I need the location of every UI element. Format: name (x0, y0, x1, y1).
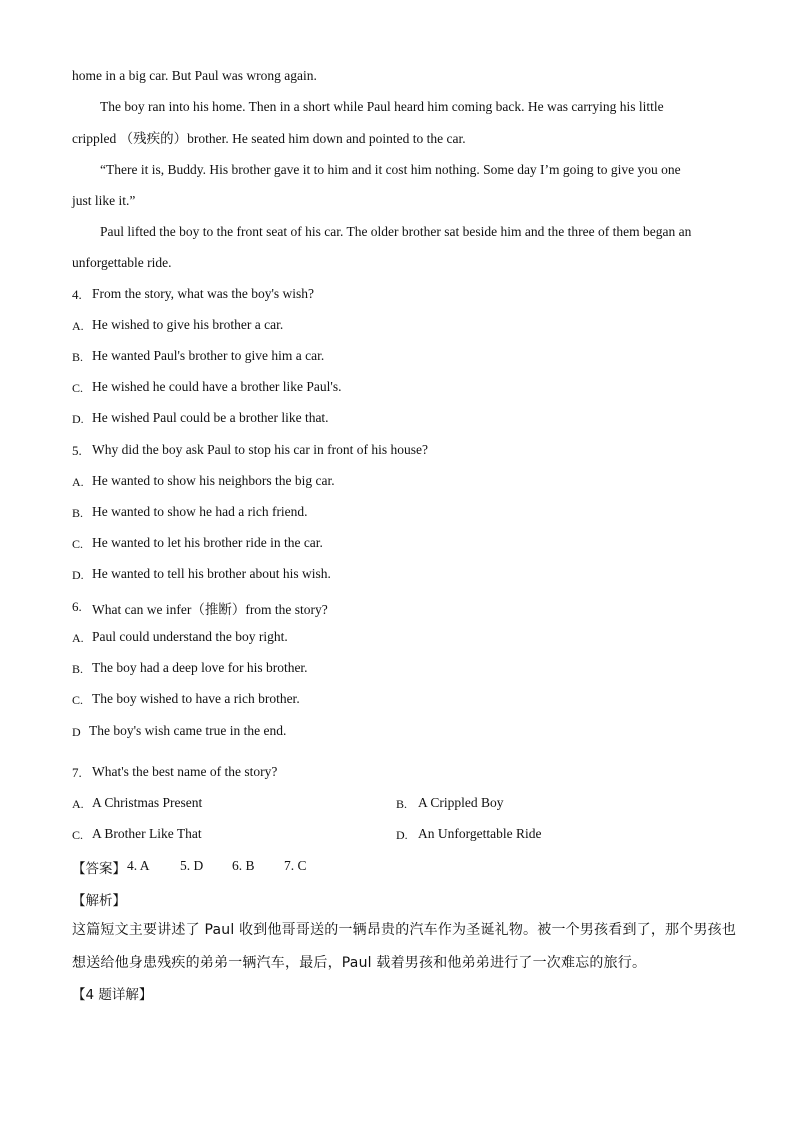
q7-option-d-text: An Unforgettable Ride (418, 826, 542, 841)
q4-option-c-letter: C. (72, 381, 84, 395)
q6-option-d-letter: D (72, 725, 81, 739)
q7-option-a-letter: A. (72, 797, 84, 811)
q7-option-c-letter: C. (72, 828, 84, 842)
q4-option-a-text: He wished to give his brother a car. (92, 317, 284, 332)
q5-option-c-letter: C. (72, 537, 84, 551)
q6-option-a-text: Paul could understand the boy right. (92, 629, 288, 644)
q4-option-b-letter: B. (72, 350, 84, 364)
q4-option-a-letter: A. (72, 319, 84, 333)
q4-option-c-text: He wished he could have a brother like Paul's. (92, 379, 342, 394)
q7-option-a-text: A Christmas Present (92, 795, 203, 810)
q4-option-d-text: He wished Paul could be a brother like that. (92, 410, 329, 425)
question-7-number: 7. (72, 765, 82, 780)
q6-option-b-letter: B. (72, 662, 84, 676)
q5-option-d-text: He wanted to tell his brother about his wish. (92, 566, 331, 581)
answer-item-4: 4. A (127, 858, 150, 873)
analysis-line-1: 这篇短文主要讲述了 Paul 收到他哥哥送的一辆昂贵的汽车作为圣诞礼物。被一个男孩看到了，那个男孩也 (72, 922, 737, 938)
question-4-text: From the story, what was the boy's wish? (92, 286, 315, 301)
q7-option-b-text: A Crippled Boy (418, 795, 504, 810)
answer-item-6: 6. B (232, 858, 255, 873)
question-4-number: 4. (72, 287, 82, 302)
question-5-text: Why did the boy ask Paul to stop his car in front of his house? (92, 442, 428, 457)
passage-line-2: The boy ran into his home. Then in a short while Paul heard him coming back. He was carrying his little (100, 99, 664, 114)
analysis-line-2: 想送给他身患残疾的弟弟一辆汽车，最后，Paul 载着男孩和他弟弟进行了一次难忘的旅行。 (72, 955, 647, 971)
passage-line-5: just like it.” (72, 193, 136, 208)
q4-option-b-text: He wanted Paul's brother to give him a car. (92, 348, 325, 363)
q6-option-d-text: The boy's wish came true in the end. (89, 723, 287, 738)
q5-option-b-text: He wanted to show he had a rich friend. (92, 504, 308, 519)
q7-option-b-letter: B. (396, 797, 408, 811)
q7-option-c-text: A Brother Like That (92, 826, 202, 841)
answer-label: 【答案】 (72, 861, 126, 877)
detail-label: 【4 题详解】 (72, 987, 153, 1003)
q5-option-a-text: He wanted to show his neighbors the big car. (92, 473, 335, 488)
question-7-text: What's the best name of the story? (92, 764, 278, 779)
question-6-text: What can we infer（推断）from the story? (92, 602, 328, 617)
q5-option-a-letter: A. (72, 475, 84, 489)
question-6-number: 6. (72, 599, 82, 614)
q5-option-d-letter: D. (72, 568, 84, 582)
q6-option-b-text: The boy had a deep love for his brother. (92, 660, 308, 675)
question-5-number: 5. (72, 443, 82, 458)
q5-option-b-letter: B. (72, 506, 84, 520)
q7-option-d-letter: D. (396, 828, 408, 842)
passage-line-3: crippled （残疾的）brother. He seated him down and pointed to the car. (72, 131, 466, 146)
q5-option-c-text: He wanted to let his brother ride in the car. (92, 535, 323, 550)
analysis-label: 【解析】 (72, 893, 126, 909)
q6-option-c-text: The boy wished to have a rich brother. (92, 691, 300, 706)
answer-item-5: 5. D (180, 858, 204, 873)
passage-line-6: Paul lifted the boy to the front seat of his car. The older brother sat beside him and the three of them began an (100, 224, 692, 239)
q4-option-d-letter: D. (72, 412, 84, 426)
passage-line-7: unforgettable ride. (72, 255, 172, 270)
passage-line-4: “There it is, Buddy. His brother gave it to him and it cost him nothing. Some day I’m going to give you one (100, 162, 681, 177)
answer-item-7: 7. C (284, 858, 307, 873)
passage-line-1: home in a big car. But Paul was wrong again. (72, 68, 317, 83)
q6-option-c-letter: C. (72, 693, 84, 707)
q6-option-a-letter: A. (72, 631, 84, 645)
